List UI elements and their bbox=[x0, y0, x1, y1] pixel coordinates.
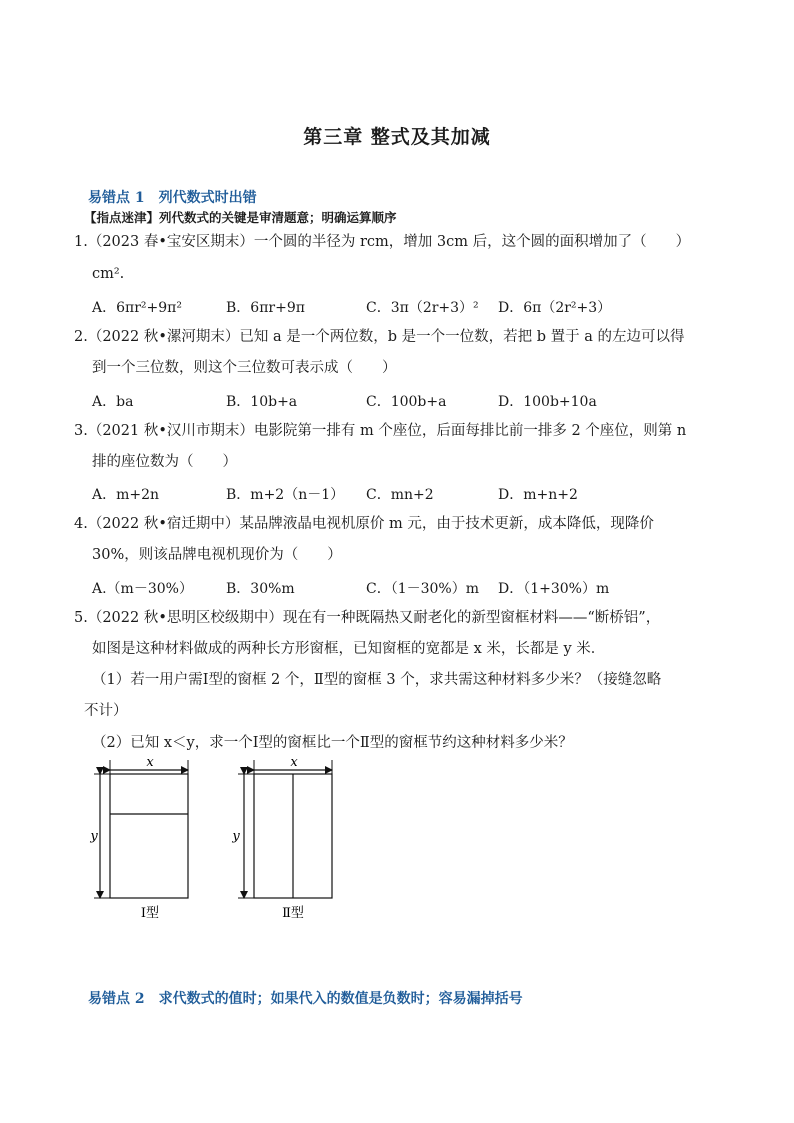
q1-option-d: D．6π（2r²+3） bbox=[498, 300, 612, 316]
q2-option-a: A．ba bbox=[92, 394, 134, 410]
q4-option-a: A.（m－30%） bbox=[92, 581, 193, 597]
q5-part1-line2: 不计） bbox=[84, 703, 128, 719]
window-frame-figure bbox=[70, 752, 370, 932]
section-1-tip: 【指点迷津】列代数式的关键是审清题意；明确运算顺序 bbox=[84, 210, 397, 225]
section-1-heading: 易错点 1 列代数式时出错 bbox=[88, 190, 257, 206]
q4-option-b: B．30%m bbox=[226, 581, 295, 597]
q2-option-b: B．10b+a bbox=[226, 394, 298, 410]
q4-option-c: C．（1－30%）m bbox=[366, 581, 480, 597]
frame-type-1 bbox=[89, 755, 188, 921]
frame-type-2 bbox=[231, 755, 332, 921]
q1-option-b: B．6πr+9π bbox=[226, 300, 305, 316]
q1-option-c: C．3π（2r+3）² bbox=[366, 300, 479, 316]
q5-stem-line1: 5.（2022 秋•思明区校级期中）现在有一种既隔热又耐老化的新型窗框材料——“断桥铝”， bbox=[74, 610, 661, 626]
q1-stem-line2: cm². bbox=[92, 266, 125, 282]
label-x-2: x bbox=[290, 755, 298, 770]
q5-part2: （2）已知 x＜y，求一个Ⅰ型的窗框比一个Ⅱ型的窗框节约这种材料多少米？ bbox=[92, 735, 573, 751]
q4-stem-line1: 4.（2022 秋•宿迁期中）某品牌液晶电视机原价 m 元，由于技术更新，成本降低，现降价 bbox=[74, 516, 654, 532]
q4-stem-line2: 30%，则该品牌电视机现价为（ ） bbox=[92, 547, 342, 563]
q2-stem-line2: 到一个三位数，则这个三位数可表示成（ ） bbox=[92, 360, 397, 376]
frame-outline-1 bbox=[110, 774, 188, 898]
q3-option-c: C．mn+2 bbox=[366, 487, 434, 503]
caption-type-1: Ⅰ型 bbox=[140, 906, 160, 921]
q4-option-d: D．（1+30%）m bbox=[498, 581, 610, 597]
q3-option-d: D．m+n+2 bbox=[498, 487, 578, 503]
q5-stem-line2: 如图是这种材料做成的两种长方形窗框，已知窗框的宽都是 x 米，长都是 y 米． bbox=[92, 641, 606, 657]
q2-option-c: C．100b+a bbox=[366, 394, 447, 410]
q1-stem-line1: 1.（2023 春•宝安区期末）一个圆的半径为 rcm，增加 3cm 后，这个圆的面积增加了（ ） bbox=[74, 234, 691, 250]
q1-option-a: A．6πr²+9π² bbox=[92, 300, 182, 316]
label-y-2: y bbox=[232, 829, 240, 844]
caption-type-2: Ⅱ型 bbox=[282, 906, 304, 921]
q2-stem-line1: 2.（2022 秋•漯河期末）已知 a 是一个两位数，b 是一个一位数，若把 b 置于 a 的左边可以得 bbox=[74, 329, 685, 345]
q5-part1-line1: （1）若一用户需Ⅰ型的窗框 2 个，Ⅱ型的窗框 3 个，求共需这种材料多少米？（接缝忽略 bbox=[92, 672, 662, 688]
page-title: 第三章 整式及其加减 bbox=[303, 126, 491, 148]
q3-option-b: B．m+2（n－1） bbox=[226, 487, 345, 503]
q3-option-a: A．m+2n bbox=[92, 487, 160, 503]
label-x-1: x bbox=[146, 755, 154, 770]
q3-stem-line1: 3.（2021 秋•汉川市期末）电影院第一排有 m 个座位，后面每排比前一排多 2 个座位，则第 n bbox=[74, 423, 687, 439]
section-2-heading: 易错点 2 求代数式的值时；如果代入的数值是负数时；容易漏掉括号 bbox=[88, 991, 523, 1007]
label-y-1: y bbox=[90, 829, 98, 844]
q3-stem-line2: 排的座位数为（ ） bbox=[92, 454, 237, 470]
q2-option-d: D．100b+10a bbox=[498, 394, 597, 410]
